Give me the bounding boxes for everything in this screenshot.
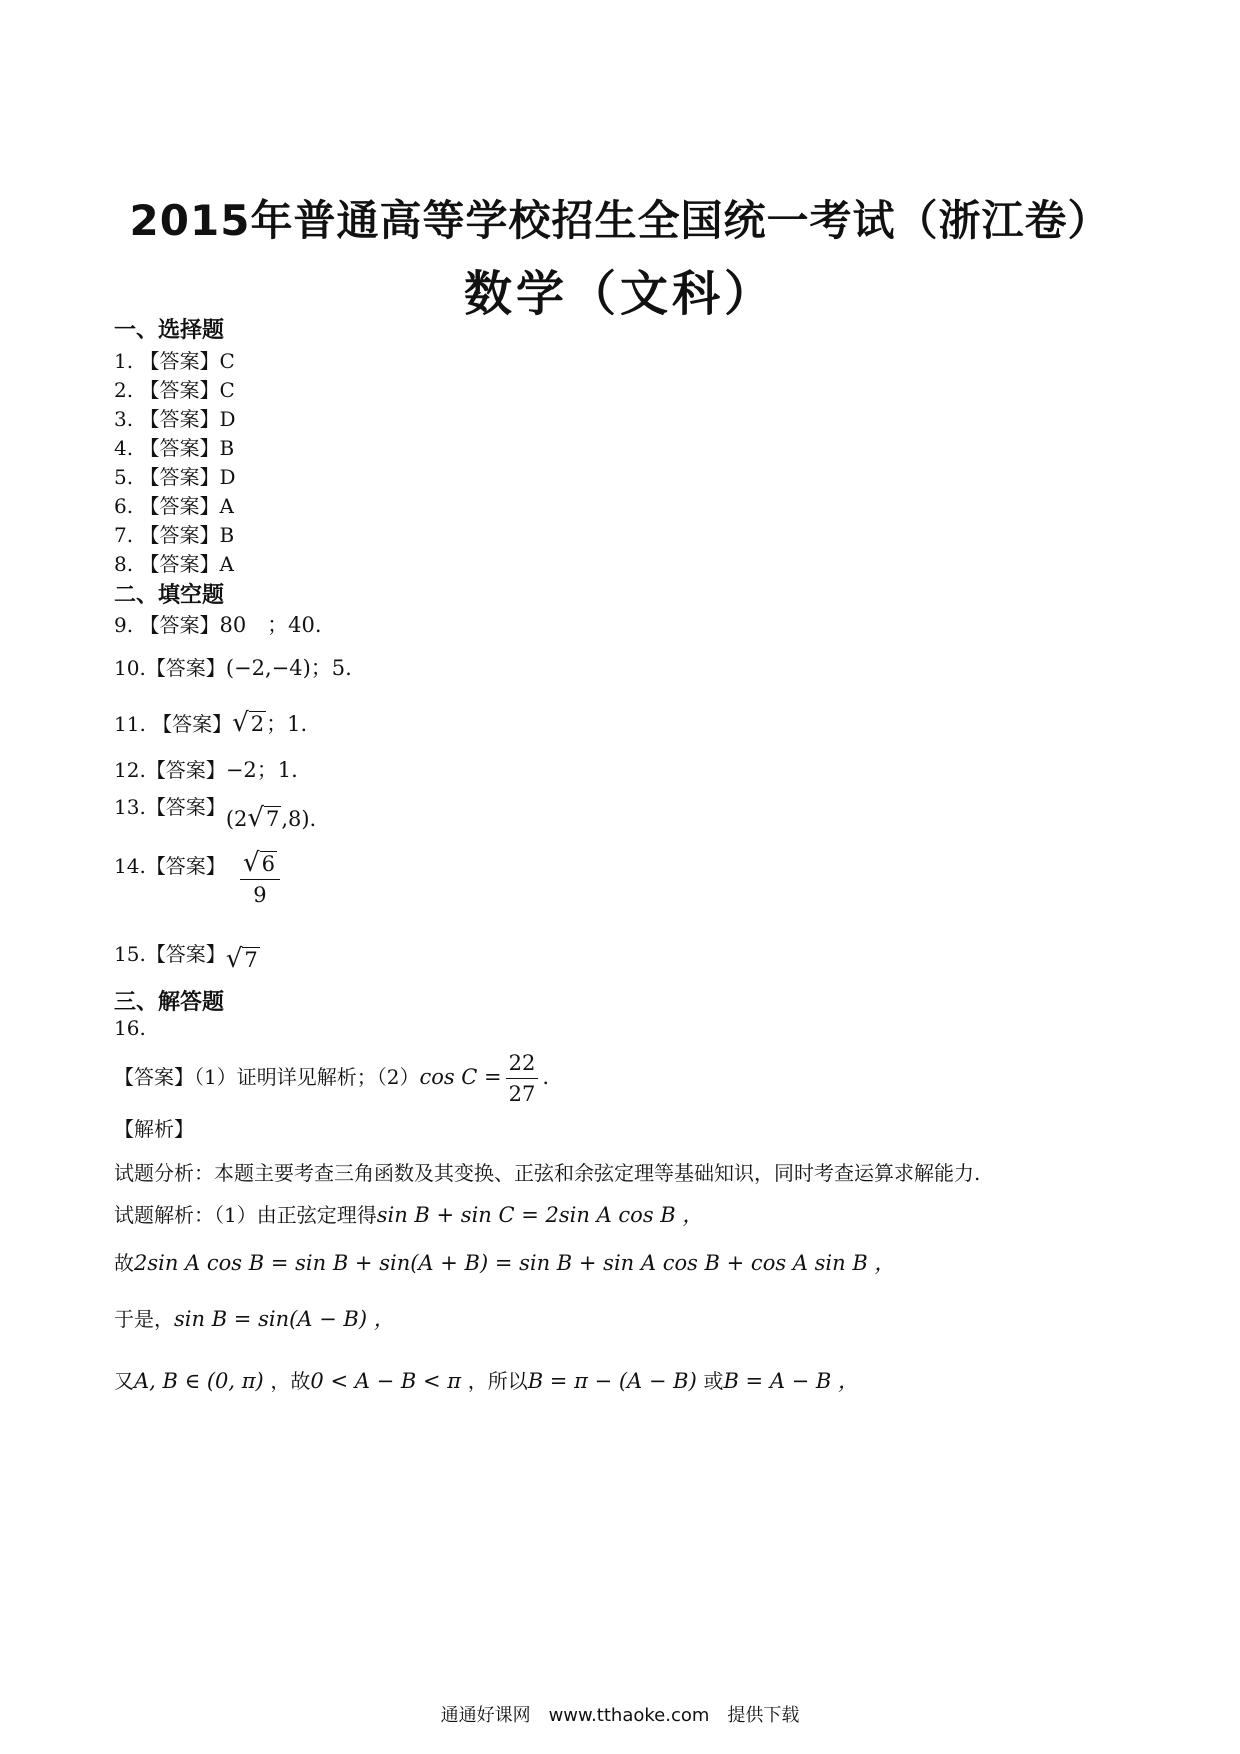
answer-label: 【答案】 <box>139 465 220 489</box>
solution-step-4: 又A, B ∈ (0, π) ，故0 < A − B < π ，所以B = π − (A − B) 或B = A − B ， <box>114 1369 860 1393</box>
choice-letter: B <box>219 436 235 460</box>
fill-answer-15: 15.【答案】√7 <box>114 942 258 974</box>
fill-answer-12: 12.【答案】−2；1. <box>114 758 298 782</box>
fill-answer-14: 14.【答案】 <box>114 854 226 878</box>
choice-number: 8. <box>114 552 134 576</box>
footer-source: 通通好课网 www.tthaoke.com 提供下载 <box>440 1705 800 1726</box>
choice-number: 7. <box>114 523 134 547</box>
choice-answer-5 <box>114 461 236 490</box>
answer-label: 【答案】 <box>139 523 220 547</box>
choice-answer-7 <box>114 519 234 548</box>
choice-number: 2. <box>114 378 134 402</box>
fraction-root6-over-9: $\frac{√6}{9}$ <box>236 850 284 908</box>
answer-label: 【答案】 <box>139 552 220 576</box>
choice-answer-3 <box>114 403 236 432</box>
choice-answer-6 <box>114 490 234 519</box>
exam-subject: 数学（文科） <box>463 266 776 322</box>
section-choice-heading: 一、选择题 <box>114 318 225 343</box>
fill-answer-10: 10.【答案】(−2,−4)；5. <box>114 656 352 680</box>
solution-step-1: 试题解析：（1）由正弦定理得sin B + sin C = 2sin A cos B ， <box>114 1203 704 1227</box>
choice-letter: A <box>219 552 234 576</box>
fill-answer-11: 11. 【答案】√2；1. <box>114 708 308 738</box>
choice-answer-1 <box>114 345 235 374</box>
solution-step-2: 故2sin A cos B = sin B + sin(A + B) = sin B + sin A cos B + cos A sin B ， <box>114 1251 896 1275</box>
question-16-number: 16. <box>114 1016 146 1040</box>
fill-answer-13: 13.【答案】(2√7,8). <box>114 795 317 833</box>
choice-number: 3. <box>114 407 134 431</box>
answer-label: 【答案】 <box>139 378 220 402</box>
answer-label: 【答案】 <box>139 436 220 460</box>
solution-step-3: 于是，sin B = sin(A − B) ， <box>114 1307 395 1331</box>
analysis-text: 试题分析：本题主要考查三角函数及其变换、正弦和余弦定理等基础知识，同时考查运算求解能力. <box>114 1161 981 1185</box>
choice-answer-8 <box>114 548 234 577</box>
choice-letter: C <box>219 378 235 402</box>
choice-answer-2 <box>114 374 235 403</box>
choice-letter: A <box>219 494 234 518</box>
answer-label: 【答案】 <box>139 407 220 431</box>
answer-label: 【答案】 <box>139 349 220 373</box>
choice-letter: C <box>219 349 235 373</box>
question-16-answer: 【答案】（1）证明详见解析；（2）cos C = $\frac{22}{27}$ . <box>114 1051 550 1106</box>
choice-number: 6. <box>114 494 134 518</box>
exam-title: 2015年普通高等学校招生全国统一考试（浙江卷） <box>129 196 1111 245</box>
fill-answer-9: 9. 【答案】80 ；40. <box>114 613 322 637</box>
section-fill-heading: 二、填空题 <box>114 583 225 608</box>
choice-letter: D <box>219 465 236 489</box>
section-solve-heading: 三、解答题 <box>114 990 225 1015</box>
choice-number: 5. <box>114 465 134 489</box>
analysis-label: 【解析】 <box>114 1117 194 1141</box>
answer-label: 【答案】 <box>139 494 220 518</box>
choice-letter: D <box>219 407 236 431</box>
choice-number: 4. <box>114 436 134 460</box>
choice-number: 1. <box>114 349 134 373</box>
choice-answer-4 <box>114 432 234 461</box>
choice-letter: B <box>219 523 235 547</box>
